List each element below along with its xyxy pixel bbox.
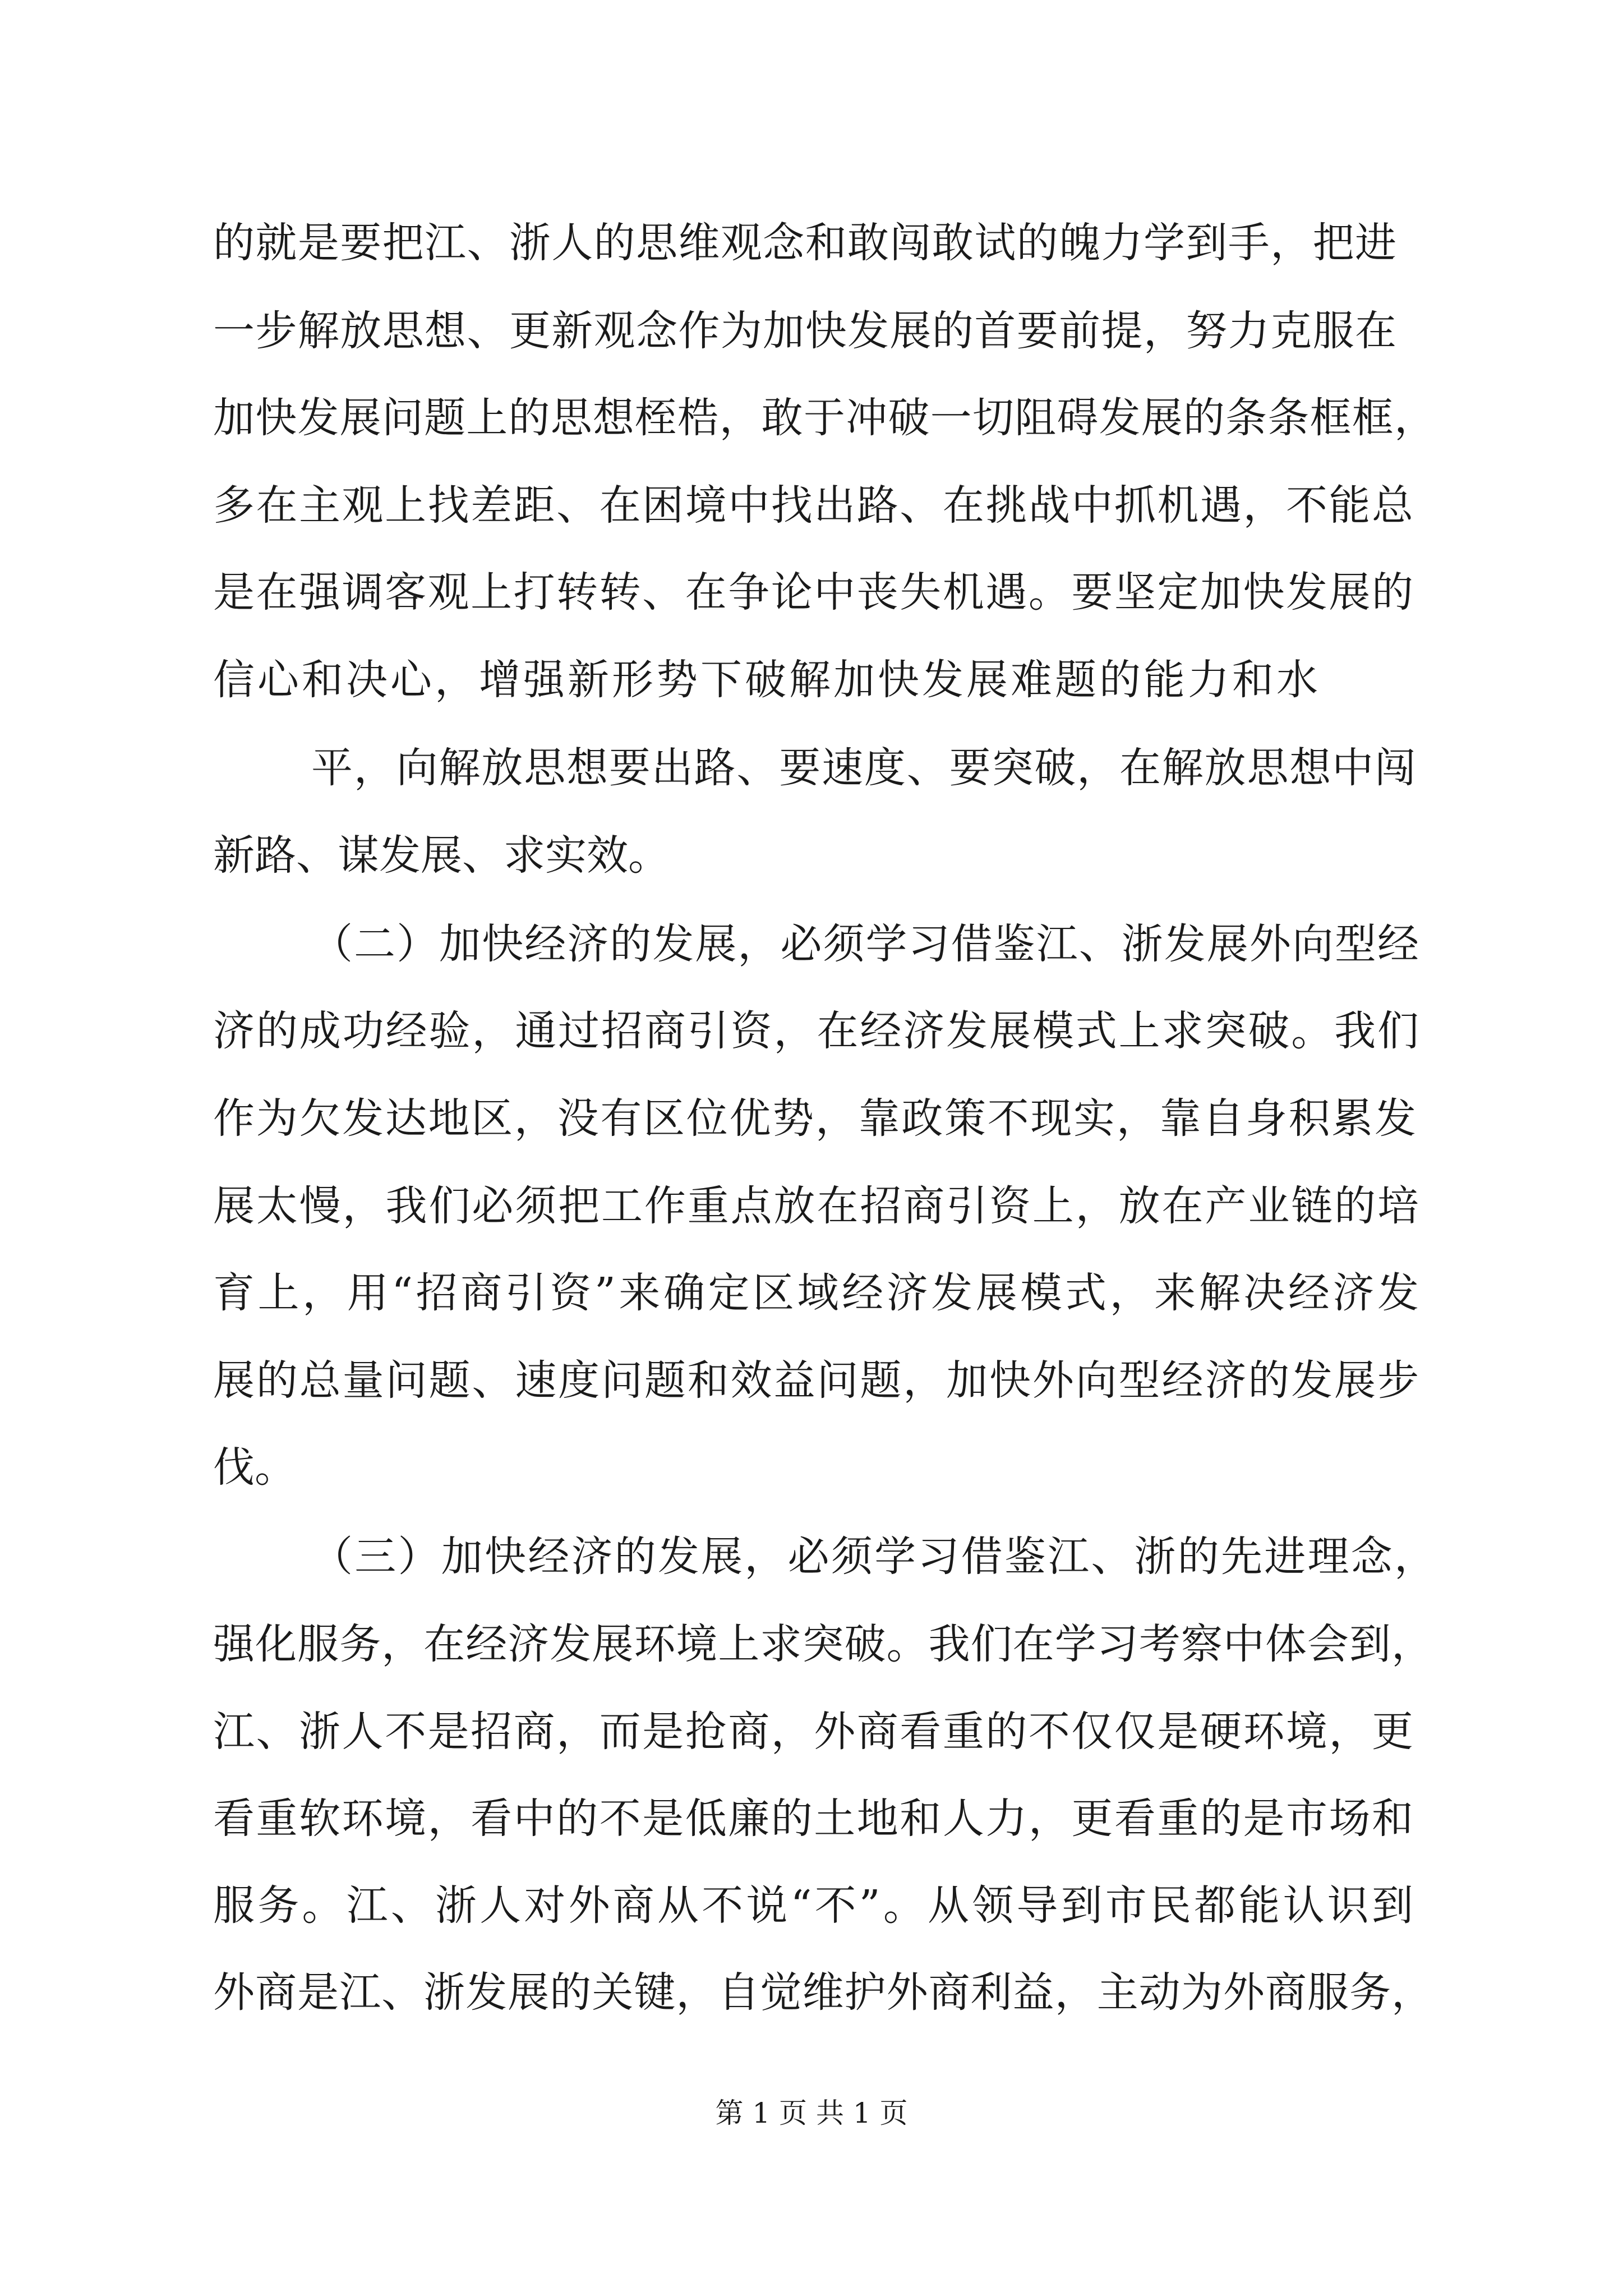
text-line: 伐。 [213,1443,296,1492]
text-line: 加快发展问题上的思想桎梏，敢于冲破一切阻碍发展的条条框框， [213,394,1436,442]
text-line: 看重软环境，看中的不是低廉的土地和人力，更看重的是市场和 [213,1795,1413,1843]
text-line: 平，向解放思想要出路、要速度、要突破，在解放思想中闯 [311,744,1416,792]
text-line: 江、浙人不是招商，而是抢商，外商看重的不仅仅是硬环境，更 [213,1708,1413,1756]
text-line: 一步解放思想、更新观念作为加快发展的首要前提，努力克服在 [213,307,1396,355]
text-line: 展的总量问题、速度问题和效益问题，加快外向型经济的发展步 [213,1356,1419,1405]
text-line: 济的成功经验，通过招商引资，在经济发展模式上求突破。我们 [213,1007,1419,1055]
text-line: 作为欠发达地区，没有区位优势，靠政策不现实，靠自身积累发 [213,1094,1416,1143]
text-line: 强化服务，在经济发展环境上求突破。我们在学习考察中体会到， [213,1620,1433,1668]
text-line: 的就是要把江、浙人的思维观念和敢闯敢试的魄力学到手，把进 [213,219,1396,267]
text-line: 展太慢，我们必须把工作重点放在招商引资上，放在产业链的培 [213,1182,1419,1230]
text-line: 信心和决心，增强新形势下破解加快发展难题的能力和水 [213,656,1318,704]
text-line: 是在强调客观上打转转、在争论中丧失机遇。要坚定加快发展的 [213,568,1413,616]
text-line: 外商是江、浙发展的关键，自觉维护外商利益，主动为外商服务， [213,1968,1433,2017]
text-line: 新路、谋发展、求实效。 [213,831,670,880]
text-line: （三）加快经济的发展，必须学习借鉴江、浙的先进理念， [311,1533,1436,1581]
page-footer: 第 1 页 共 1 页 [715,2097,908,2129]
text-line: 服务。江、浙人对外商从不说“不”。从领导到市民都能认识到 [213,1881,1413,1930]
text-line: 多在主观上找差距、在困境中找出路、在挑战中抓机遇，不能总 [213,481,1413,530]
text-line: 育上，用“招商引资”来确定区域经济发展模式，来解决经济发 [213,1269,1419,1317]
text-line: （二）加快经济的发展，必须学习借鉴江、浙发展外向型经 [311,920,1419,968]
